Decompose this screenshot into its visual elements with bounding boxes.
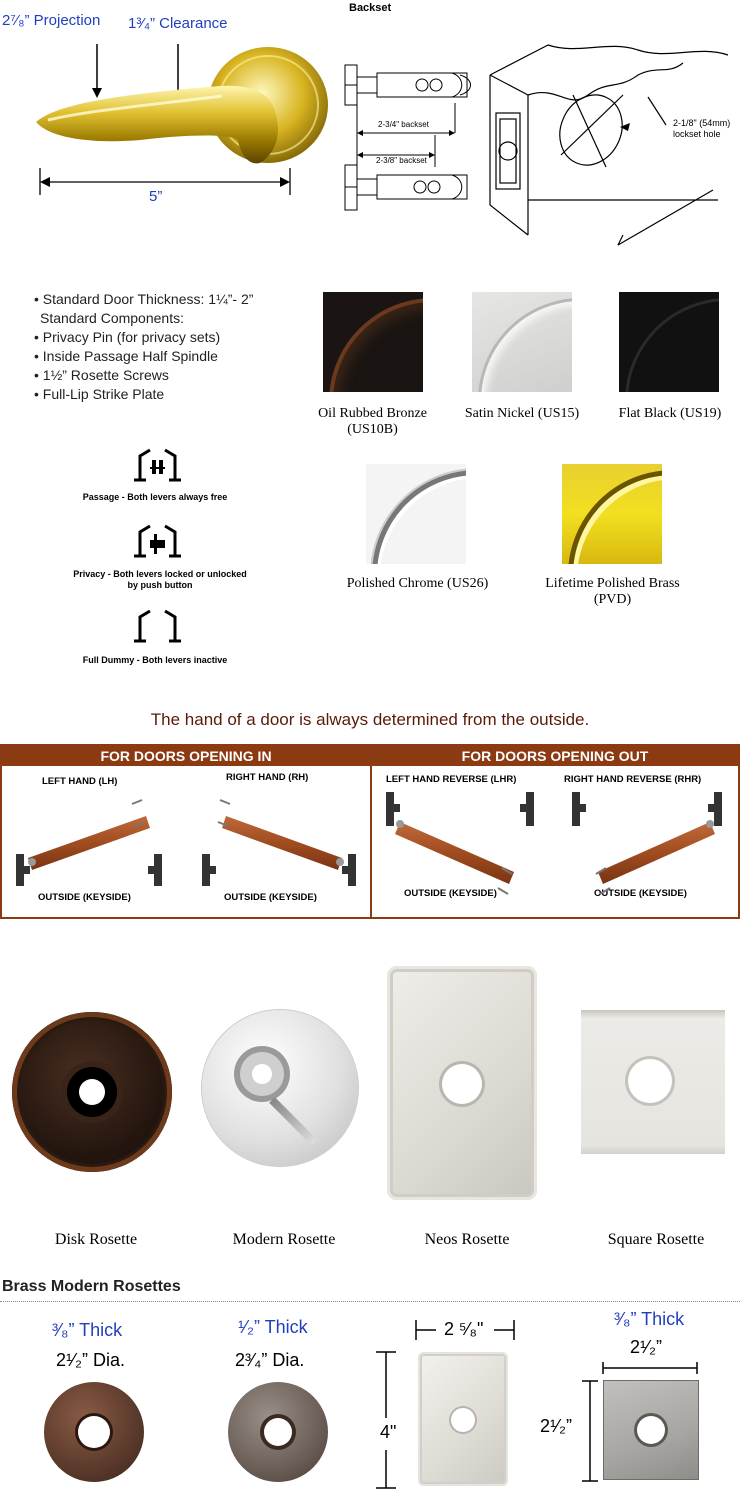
function-label: Full Dummy - Both levers inactive	[82, 655, 228, 665]
function-label: Passage - Both levers always free	[82, 492, 228, 502]
rhr-label: RIGHT HAND REVERSE (RHR)	[564, 774, 702, 785]
finish-label: Oil Rubbed Bronze (US10B)	[318, 406, 427, 437]
sq-width-dimension	[600, 1360, 700, 1376]
projection-label: 2⁷⁄₈” Projection	[2, 12, 101, 29]
outside-label: OUTSIDE (KEYSIDE)	[404, 888, 497, 899]
sq-height: 2¹⁄₂”	[540, 1416, 572, 1436]
section-divider	[0, 1301, 740, 1302]
flat-black-swatch	[619, 292, 719, 392]
rosette-label: Modern Rosette	[232, 1231, 336, 1248]
backset-label-a: 2-3/4" backset	[378, 120, 429, 129]
door-hand-intro: The hand of a door is always determined from the outside.	[150, 710, 590, 729]
disk-rosette-image	[12, 1012, 172, 1172]
rosette-label: Square Rosette	[607, 1231, 705, 1248]
lockset-hole-label-1: 2-1/8" (54mm)	[673, 118, 731, 128]
finish-label: Satin Nickel (US15)	[464, 406, 580, 421]
door-hand-table	[0, 744, 740, 919]
outside-label: OUTSIDE (KEYSIDE)	[594, 888, 687, 899]
spec-item: Standard Components:	[40, 310, 184, 326]
spec-item: • Inside Passage Half Spindle	[34, 348, 218, 364]
clearance-label: 1³⁄₄” Clearance	[128, 15, 228, 32]
lever-handle-illustration	[0, 30, 340, 210]
lhr-label: LEFT HAND REVERSE (LHR)	[386, 774, 517, 785]
length-label: 5”	[149, 188, 163, 205]
passage-function-icon	[130, 444, 185, 484]
r2-thickness: ¹⁄₂” Thick	[238, 1317, 308, 1337]
rosette-label: Disk Rosette	[54, 1231, 138, 1248]
finish-label: Lifetime Polished Brass (PVD)	[545, 576, 680, 607]
brass-section-title: Brass Modern Rosettes	[2, 1278, 181, 1295]
spec-item: • Privacy Pin (for privacy sets)	[34, 329, 221, 345]
r2-diameter: 2³⁄₄” Dia.	[235, 1350, 305, 1370]
backset-title: Backset	[349, 2, 392, 14]
rh-label: RIGHT HAND (RH)	[226, 772, 309, 783]
sq-height-dimension	[580, 1378, 600, 1484]
sq-thickness: ³⁄₈” Thick	[614, 1309, 685, 1329]
polished-chrome-swatch	[366, 464, 466, 564]
neos-height: 4"	[380, 1422, 397, 1442]
r1-diameter: 2¹⁄₂” Dia.	[56, 1350, 126, 1370]
opening-in-header: FOR DOORS OPENING IN	[2, 746, 370, 766]
privacy-function-icon	[130, 520, 185, 560]
backset-label-b: 2-3/8" backset	[376, 156, 427, 165]
brass-square-rosette	[603, 1380, 699, 1480]
outside-label: OUTSIDE (KEYSIDE)	[224, 892, 317, 903]
polished-brass-swatch	[562, 464, 662, 564]
outside-label: OUTSIDE (KEYSIDE)	[38, 892, 131, 903]
door-edge-illustration	[488, 35, 738, 255]
finish-label: Polished Chrome (US26)	[346, 576, 489, 591]
spec-list	[34, 290, 304, 404]
sq-width: 2¹⁄₂”	[630, 1337, 662, 1357]
oil-rubbed-bronze-swatch	[323, 292, 423, 392]
r1-thickness: ³⁄₈” Thick	[52, 1320, 123, 1340]
brass-neos-rosette	[418, 1352, 508, 1486]
finish-label: Flat Black (US19)	[618, 406, 722, 421]
dummy-function-icon	[130, 605, 185, 645]
backset-latch-illustration	[340, 55, 490, 225]
satin-nickel-swatch	[472, 292, 572, 392]
modern-rosette-image	[202, 1010, 358, 1166]
door-swing-diagrams	[2, 766, 738, 917]
neos-rosette-image	[387, 966, 537, 1200]
square-rosette-image	[581, 1010, 725, 1154]
brass-disk-rosette-2	[228, 1382, 328, 1482]
neos-width: 2 ⁵⁄₈"	[444, 1319, 484, 1339]
spec-item: • 1½” Rosette Screws	[34, 367, 169, 383]
lockset-hole-label-2: lockset hole	[673, 129, 721, 139]
opening-out-header: FOR DOORS OPENING OUT	[372, 746, 738, 766]
rosette-label: Neos Rosette	[424, 1231, 510, 1248]
neos-height-dimension	[374, 1350, 398, 1490]
function-label: Privacy - Both levers locked or unlocked by push button	[73, 569, 247, 590]
brass-disk-rosette-1	[44, 1382, 144, 1482]
lh-label: LEFT HAND (LH)	[42, 776, 118, 787]
spec-item: • Standard Door Thickness: 1¼”- 2”	[34, 291, 254, 307]
spec-item: • Full-Lip Strike Plate	[34, 386, 165, 402]
